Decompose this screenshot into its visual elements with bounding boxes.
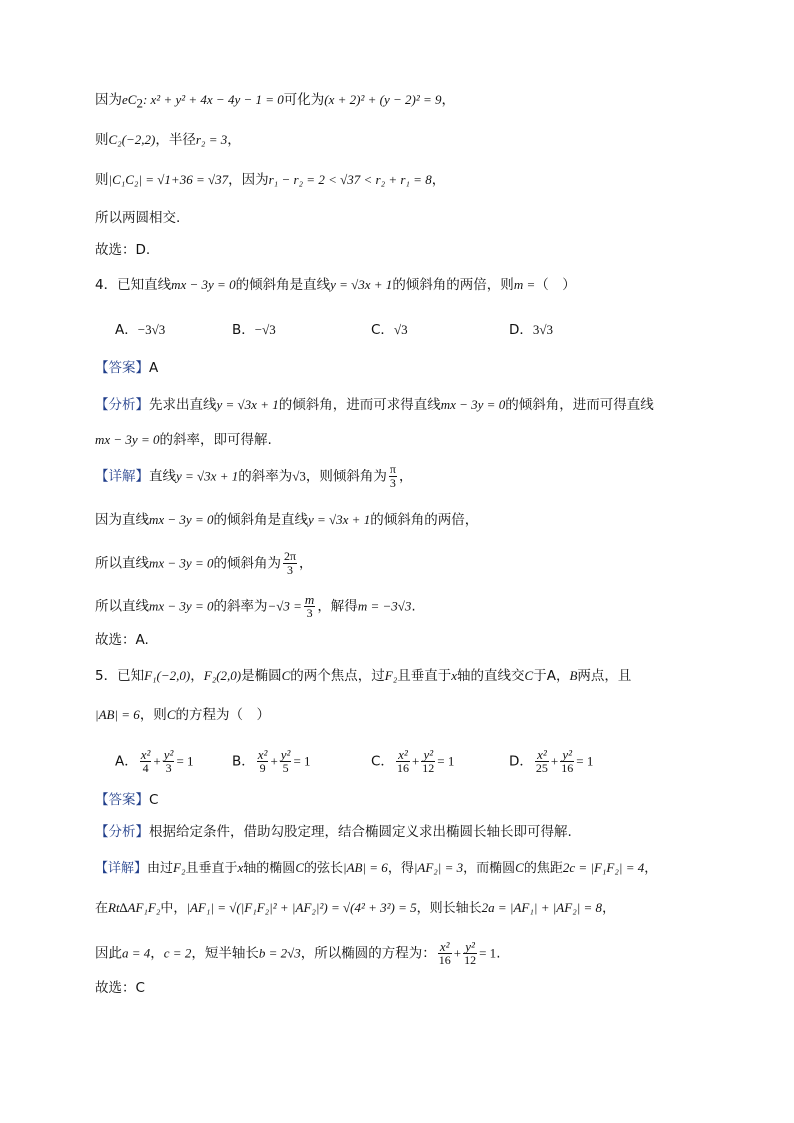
question-5-stem-line-2: |AB| = 6，则C的方程为（ ）: [95, 707, 270, 723]
q5-option-d: D． $\frac{\text{x²}}{25}$ + $\frac{\text{y²}}{16}$ = 1: [509, 747, 594, 775]
q4-option-c: C．√3: [371, 322, 408, 338]
q4-analysis-line-1: 【分析】先求出直线y = √3x + 1的倾斜角，进而可求得直线mx − 3y = 0的倾斜角，进而可得直线: [95, 397, 654, 413]
q5-analysis: 【分析】根据给定条件，借助勾股定理，结合椭圆定义求出椭圆长轴长即可得解.: [95, 824, 572, 840]
fraction-y2-over-12: $\frac{\text{y²}}{12}$: [464, 939, 477, 967]
q4-detail-line-3: 所以直线mx − 3y = 0的倾斜角为 $\frac{2\pi}{3}$ ，: [95, 549, 313, 577]
q5-detail-line-1: 【详解】由过F₂且垂直于x轴的椭圆C的弦长|AB| = 6，得|AF₂| = 3，而椭圆C的焦距2c = |F₁F₂| = 4，: [95, 860, 658, 876]
q4-detail-line-2: 因为直线mx − 3y = 0的倾斜角是直线y = √3x + 1的倾斜角的两倍，: [95, 512, 479, 528]
fraction-m-over-3: $\frac{m}{3}$: [304, 592, 315, 620]
q5-answer: 【答案】C: [95, 792, 159, 808]
q4-detail-line-4: 所以直线mx − 3y = 0的斜率为−√3 = $\frac{m}{3}$ ，解得m = −3√3.: [95, 592, 416, 620]
q5-option-a: A． $\frac{\text{x²}}{4}$ + $\frac{\text{y²}}{3}$ = 1: [115, 747, 194, 775]
fraction-2pi-over-3: $\frac{2\pi}{3}$: [283, 549, 297, 577]
fraction-pi-over-3: $\frac{\pi}{3}$: [389, 462, 396, 490]
q4-analysis-line-2: mx − 3y = 0的斜率，即可得解.: [95, 432, 272, 448]
q5-detail-line-3: 因此a = 4，c = 2，短半轴长b = 2√3，所以椭圆的方程为： $\frac{\text{x²}}{16}$ + $\frac{\text{y²}}{12}$ = 1.: [95, 939, 501, 967]
q4-option-b: B．−√3: [232, 322, 276, 338]
question-5-stem-line-1: 5．已知F₁(−2,0)，F₂(2,0)是椭圆C的两个焦点，过F₂且垂直于x轴的直线交C于A，B两点，且: [95, 668, 632, 684]
solution-line-distance: 则|C₁C₂| = √1+36 = √37，因为r₁ − r₂ = 2 < √37 < r₂ + r₁ = 8，: [95, 172, 446, 188]
q4-option-d: D．3√3: [509, 322, 554, 338]
question-4-stem: 4．已知直线mx − 3y = 0的倾斜角是直线y = √3x + 1的倾斜角的两倍，则m =（ ）: [95, 277, 576, 293]
solution-conclusion: 所以两圆相交.: [95, 210, 181, 226]
q5-choice: 故选：C: [95, 980, 145, 996]
circle-symbol: e: [122, 92, 128, 107]
q5-detail-line-2: 在Rt∆AF₁F₂中，|AF₁| = √(|F₁F₂|² + |AF₂|²) = √(4² + 3²) = 5，则长轴长2a = |AF₁| + |AF₂| = 8，: [95, 900, 616, 916]
solution-line-circle-equation: 因为$eC_2$: x² + y² + 4x − 4y − 1 = 0可化为(x + 2)² + (y − 2)² = 9，: [95, 92, 456, 111]
q4-detail-line-1: 【详解】直线y = √3x + 1的斜率为√3，则倾斜角为 $\frac{\pi}{3}$ ，: [95, 462, 413, 490]
solution-line-center-radius: 则C₂(−2,2)，半径r₂ = 3，: [95, 132, 241, 148]
q4-answer: 【答案】A: [95, 360, 159, 376]
q5-option-b: B． $\frac{\text{x²}}{9}$ + $\frac{\text{y²}}{5}$ = 1: [232, 747, 311, 775]
q4-choice: 故选：A.: [95, 632, 149, 648]
fraction-x2-over-16: $\frac{\text{x²}}{16}$: [438, 939, 451, 967]
answer-choice-line: 故选：D.: [95, 242, 151, 258]
q4-option-a: A．−3√3: [115, 322, 166, 338]
q5-option-c: C． $\frac{\text{x²}}{16}$ + $\frac{\text{y²}}{12}$ = 1: [371, 747, 455, 775]
